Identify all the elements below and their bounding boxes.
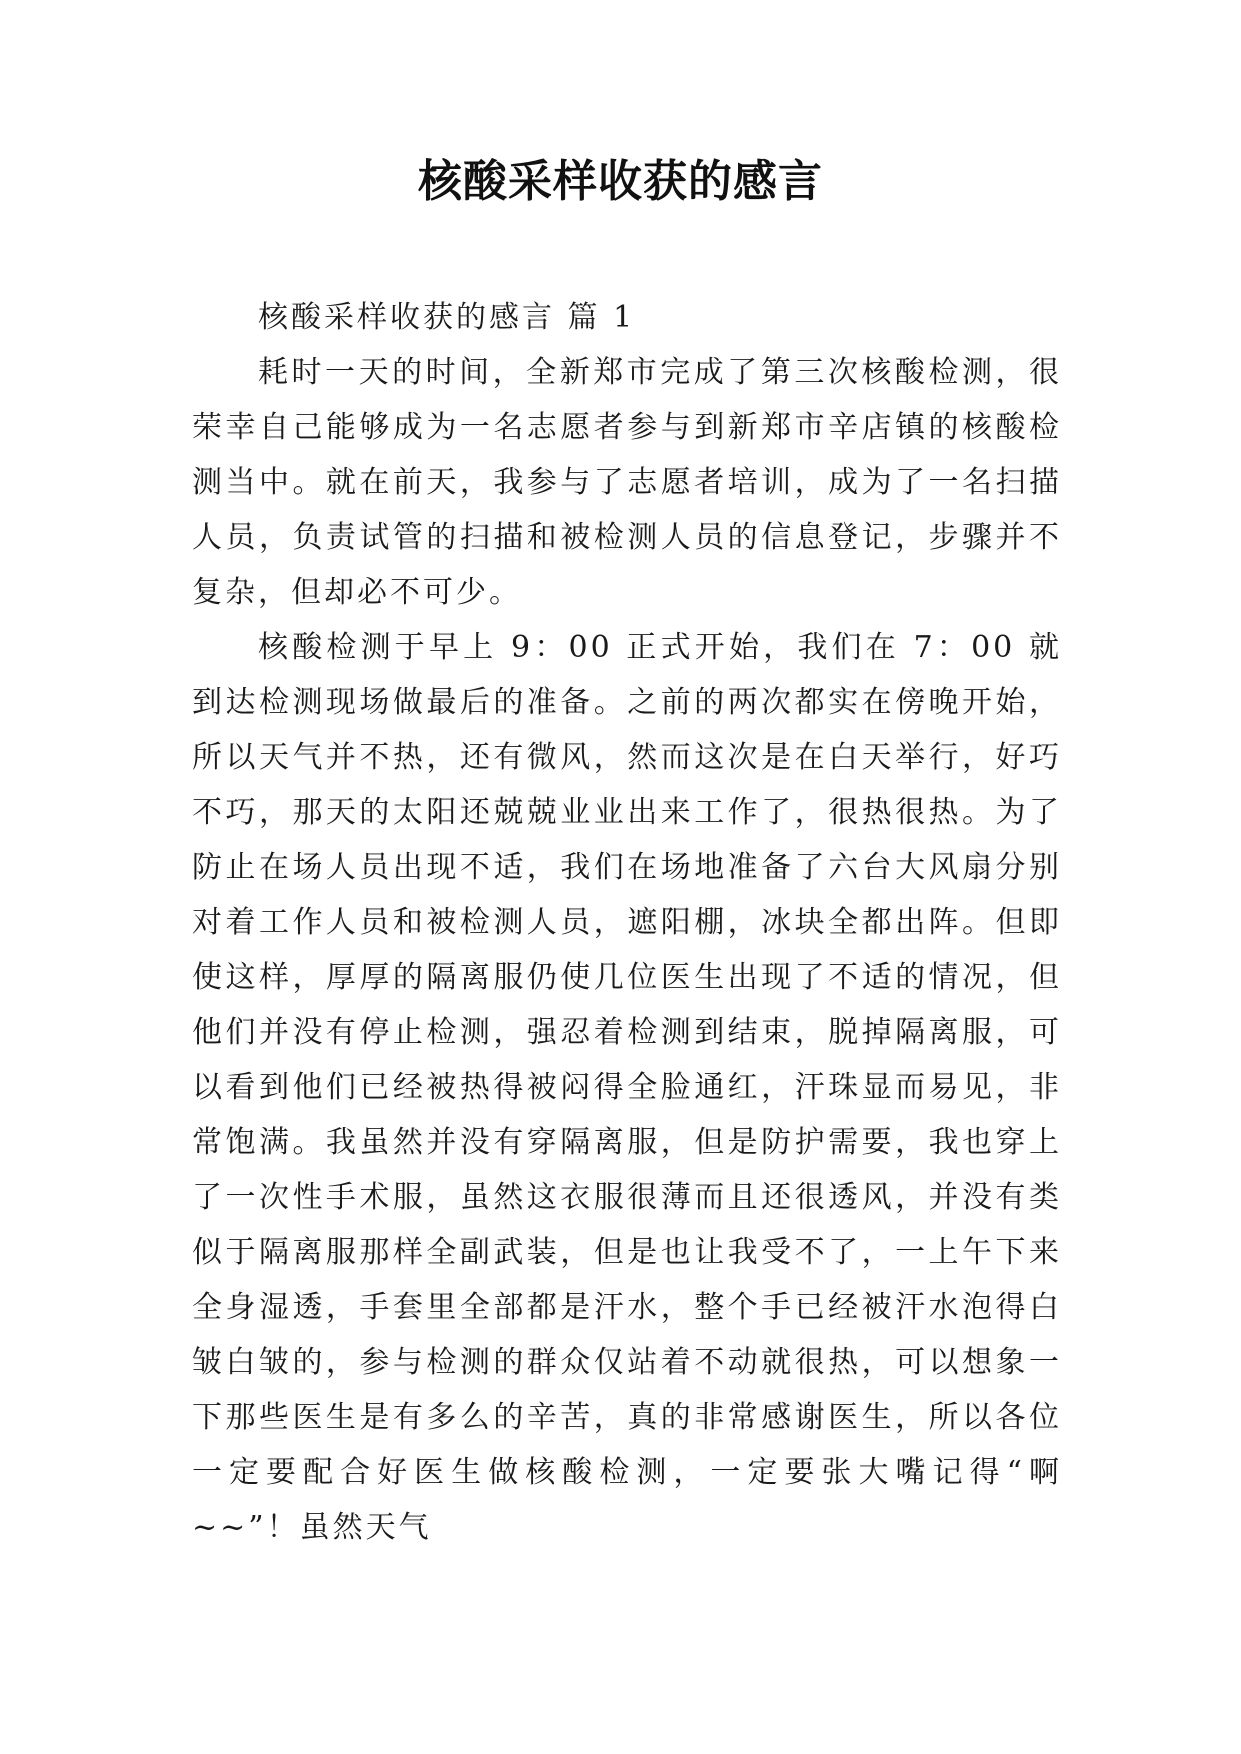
paragraph: 耗时一天的时间，全新郑市完成了第三次核酸检测，很荣幸自己能够成为一名志愿者参与到新郑市辛店镇的核酸检测当中。就在前天，我参与了志愿者培训，成为了一名扫描人员，负责试管的扫描和被检测人员的信息登记，步骤并不复杂，但却必不可少。 [192, 355, 1062, 610]
section-heading: 核酸采样收获的感言 篇 1 [258, 300, 636, 335]
document-title: 核酸采样收获的感言 [418, 156, 823, 207]
document-body [192, 290, 1062, 1555]
paragraph: 核酸检测于早上 9：00 正式开始，我们在 7：00 就到达检测现场做最后的准备。之前的两次都实在傍晚开始，所以天气并不热，还有微风，然而这次是在白天举行，好巧不巧，那天的太阳还兢兢业业出来工作了，很热很热。为了防止在场人员出现不适，我们在场地准备了六台大风扇分别对着工作人员和被检测人员，遮阳棚，冰块全都出阵。但即使这样，厚厚的隔离服仍使几位医生出现了不适的情况，但他们并没有停止检测，强忍着检测到结束，脱掉隔离服，可以看到他们已经被热得被闷得全脸通红，汗珠显而易见，非常饱满。我虽然并没有穿隔离服，但是防护需要，我也穿上了一次性手术服，虽然这衣服很薄而且还很透风，并没有类似于隔离服那样全副武装，但是也让我受不了，一上午下来全身湿透，手套里全部都是汗水，整个手已经被汗水泡得白皱白皱的，参与检测的群众仅站着不动就很热，可以想象一下那些医生是有多么的辛苦，真的非常感谢医生，所以各位一定要配合好医生做核酸检测，一定要张大嘴记得“啊~~”！虽然天气 [192, 630, 1062, 1545]
